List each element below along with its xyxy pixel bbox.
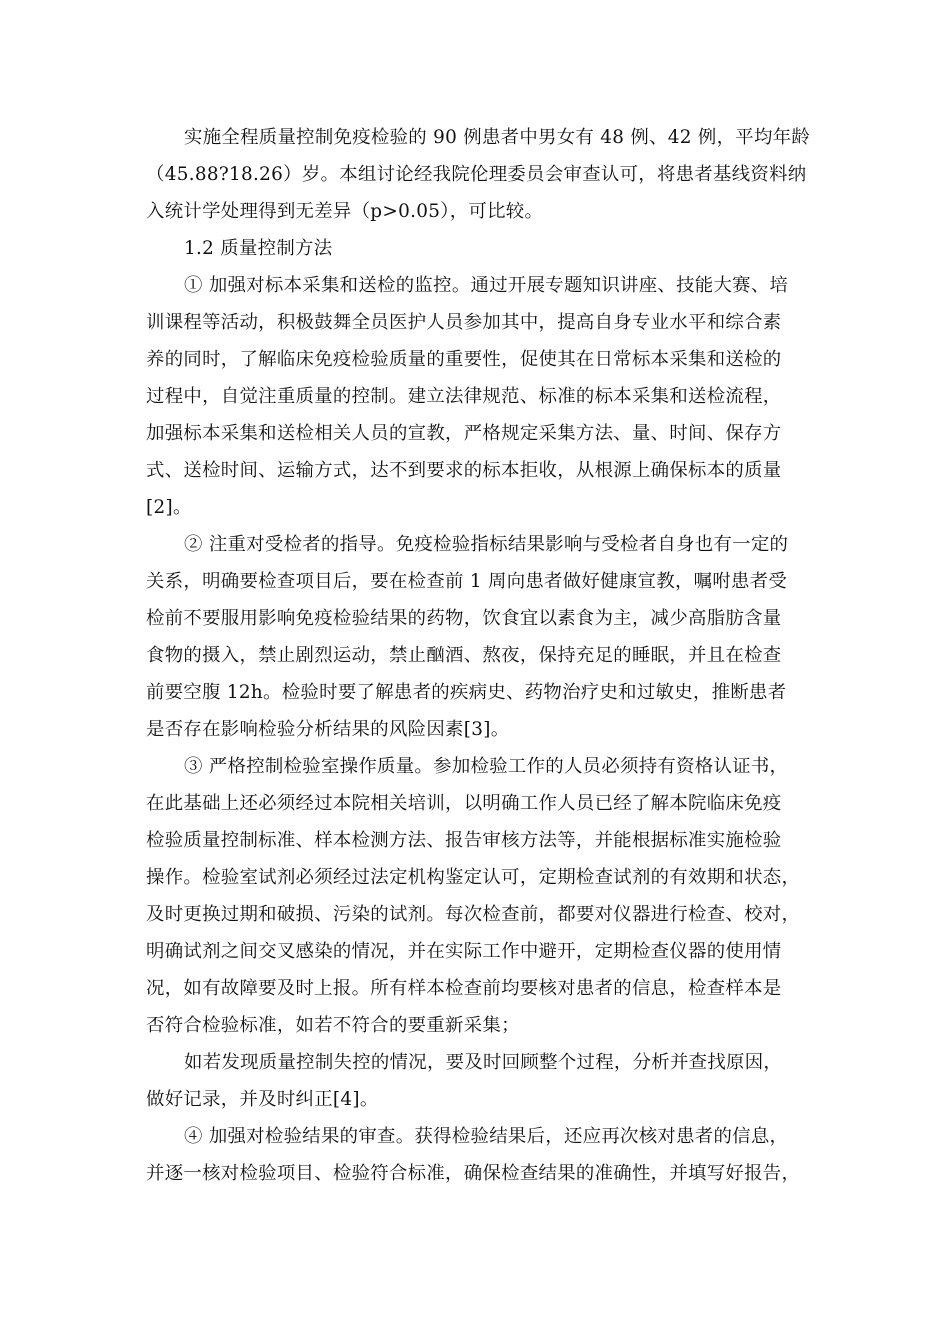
- text-line: 入统计学处理得到无差异（p>0.05），可比较。: [146, 201, 544, 222]
- text-line: 操作。检验室试剂必须经过法定机构鉴定认可，定期检查试剂的有效期和状态，: [146, 867, 801, 888]
- text-line: 前要空腹 12h。检验时要了解患者的疾病史、药物治疗史和过敏史，推断患者: [146, 682, 787, 703]
- text-line: 关系，明确要检查项目后，要在检查前 1 周向患者做好健康宣教，嘱咐患者受: [146, 571, 788, 592]
- text-line: （45.88?18.26）岁。本组讨论经我院伦理委员会审查认可，将患者基线资料纳: [146, 164, 807, 185]
- text-line: 在此基础上还必须经过本院相关培训，以明确工作人员已经了解本院临床免疫: [146, 793, 782, 814]
- text-line: 况，如有故障要及时上报。所有样本检查前均要核对患者的信息，检查样本是: [146, 978, 782, 999]
- text-line: 养的同时，了解临床免疫检验质量的重要性，促使其在日常标本采集和送检的: [146, 349, 782, 370]
- text-line: 如若发现质量控制失控的情况，要及时回顾整个过程，分析并查找原因，: [184, 1052, 783, 1073]
- text-line: 否符合检验标准，如若不符合的要重新采集；: [146, 1015, 520, 1036]
- text-line: ① 加强对标本采集和送检的监控。通过开展专题知识讲座、技能大赛、培: [184, 275, 789, 296]
- text-line: 做好记录，并及时纠正[4]。: [146, 1089, 379, 1110]
- text-line: ② 注重对受检者的指导。免疫检验指标结果影响与受检者自身也有一定的: [184, 534, 789, 555]
- text-line: 明确试剂之间交叉感染的情况，并在实际工作中避开，定期检查仪器的使用情: [146, 941, 782, 962]
- text-line: 食物的摄入，禁止剧烈运动，禁止酗酒、熬夜，保持充足的睡眠，并且在检查: [146, 645, 782, 666]
- text-line: 实施全程质量控制免疫检验的 90 例患者中男女有 48 例、42 例，平均年龄: [184, 127, 811, 148]
- text-line: [2]。: [146, 497, 192, 518]
- text-line: 过程中，自觉注重质量的控制。建立法律规范、标准的标本采集和送检流程，: [146, 386, 782, 407]
- text-line: 是否存在影响检验分析结果的风险因素[3]。: [146, 719, 510, 740]
- section-heading: 1.2 质量控制方法: [184, 238, 333, 259]
- text-line: 加强标本采集和送检相关人员的宣教，严格规定采集方法、量、时间、保存方: [146, 423, 782, 444]
- text-line: ③ 严格控制检验室操作质量。参加检验工作的人员必须持有资格认证书，: [184, 756, 789, 777]
- text-line: 及时更换过期和破损、污染的试剂。每次检查前，都要对仪器进行检查、校对，: [146, 904, 801, 925]
- text-line: ④ 加强对检验结果的审查。获得检验结果后，还应再次核对患者的信息，: [184, 1126, 789, 1147]
- text-line: 训课程等活动，积极鼓舞全员医护人员参加其中，提高自身专业水平和综合素: [146, 312, 782, 333]
- text-line: 检前不要服用影响免疫检验结果的药物，饮食宜以素食为主，减少高脂肪含量: [146, 608, 782, 629]
- text-line: 式、送检时间、运输方式，达不到要求的标本拒收，从根源上确保标本的质量: [146, 460, 782, 481]
- text-line: 检验质量控制标准、样本检测方法、报告审核方法等，并能根据标准实施检验: [146, 830, 782, 851]
- text-line: 并逐一核对检验项目、检验符合标准，确保检查结果的准确性，并填写好报告，: [146, 1163, 801, 1184]
